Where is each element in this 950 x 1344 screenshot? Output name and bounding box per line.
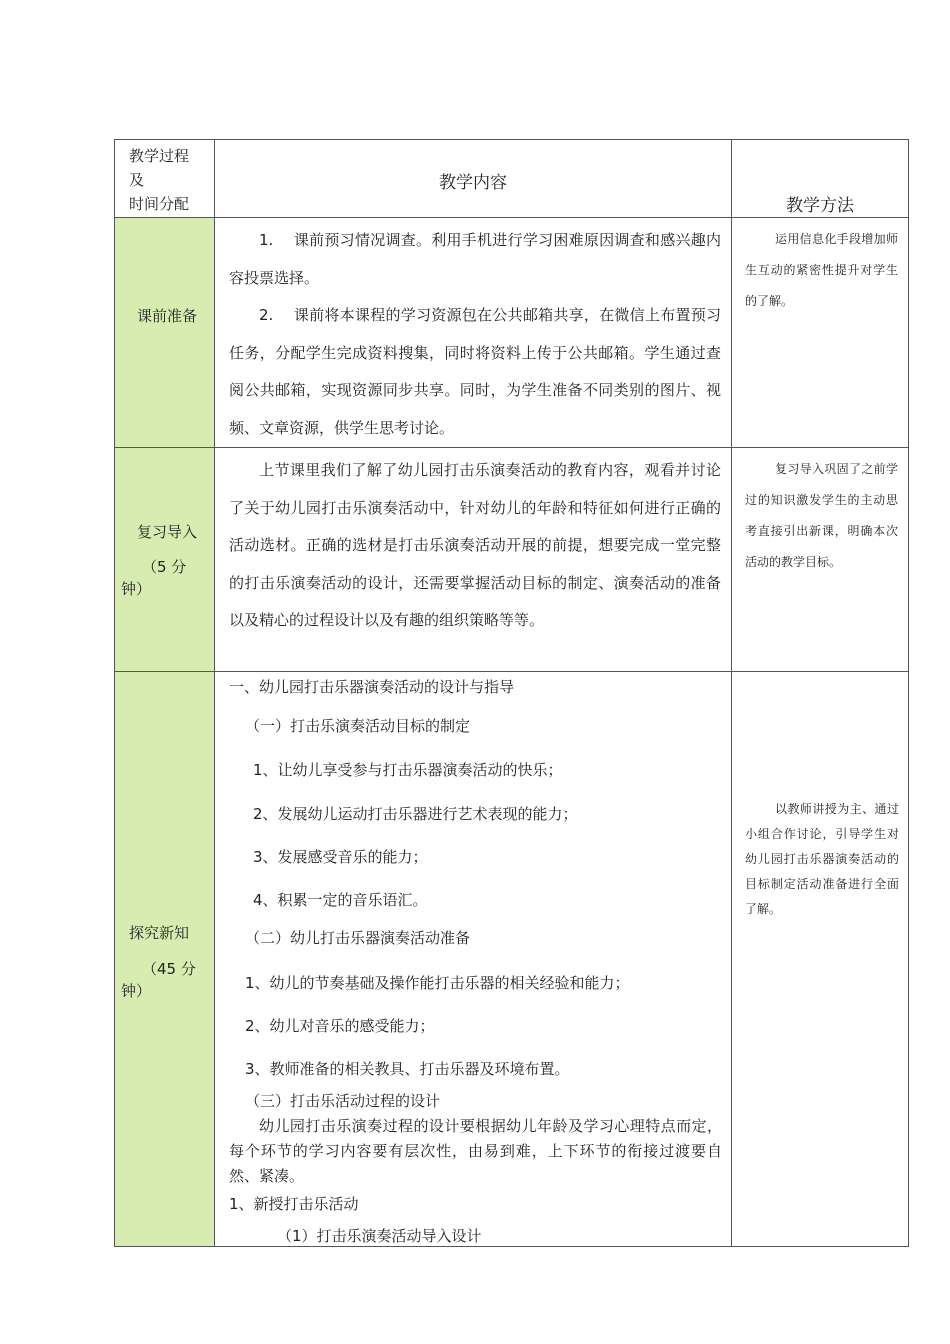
prep-item: 3、教师准备的相关教具、打击乐器及环境布置。	[245, 1060, 570, 1078]
review-time: （5 分钟）	[121, 558, 187, 598]
header-method-cell	[732, 140, 909, 218]
explore-method: 以教师讲授为主、通过小组合作讨论，引导学生对幼儿园打击乐器演奏活动的目标制定活动准备进行全面了解。	[745, 802, 899, 916]
goal-item: 1、让幼儿享受参与打击乐器演奏活动的快乐；	[253, 761, 563, 779]
prep-method: 运用信息化手段增加师生互动的紧密性提升对学生的了解。	[745, 232, 898, 308]
prep-phase-cell	[115, 218, 215, 448]
explore-row	[115, 672, 909, 1247]
prep-item: 1、幼儿的节奏基础及操作能打击乐器的相关经验和能力；	[245, 974, 630, 992]
explore-time: （45 分钟）	[121, 960, 196, 1000]
prep-item-1: 1. 课前预习情况调查。利用手机进行学习困难原因调查和感兴趣内容投票选择。	[229, 231, 721, 287]
explore-content-cell	[215, 672, 732, 1247]
explore-phase-cell	[115, 672, 215, 1247]
lesson-plan-table	[114, 139, 909, 1247]
review-content-cell	[215, 448, 732, 672]
explore-paragraph: 幼儿园打击乐演奏过程的设计要根据幼儿年龄及学习心理特点而定，每个环节的学习内容要有层次性，由易到难，上下环节的衔接过渡要自然、紧凑。	[229, 1117, 722, 1185]
review-method-cell	[732, 448, 909, 672]
review-method: 复习导入巩固了之前学过的知识激发学生的主动思考直接引出新课，明确本次活动的教学目标。	[745, 462, 898, 569]
explore-sub3: （三）打击乐活动过程的设计	[245, 1092, 441, 1110]
goal-item: 3、发展感受音乐的能力；	[253, 848, 428, 866]
prep-item-2: 2. 课前将本课程的学习资源包在公共邮箱共享，在微信上布置预习任务，分配学生完成资料搜集，同时将资料上传于公共邮箱。学生通过查阅公共邮箱，实现资源同步共享。同时，为学生准备不同类别的图片、视频、文章资源，供学生思考讨论。	[229, 306, 721, 437]
prep-item: 2、幼儿对音乐的感受能力；	[245, 1017, 435, 1035]
header-process-line2: 及	[129, 171, 145, 189]
header-method: 教学方法	[786, 196, 854, 216]
goal-item: 2、发展幼儿运动打击乐器进行艺术表现的能力；	[253, 805, 578, 823]
explore-item-1: 1、新授打击乐活动	[229, 1195, 359, 1213]
prep-row	[115, 218, 909, 448]
header-process-cell	[115, 140, 215, 218]
explore-sub2: （二）幼儿打击乐器演奏活动准备	[245, 929, 471, 947]
review-row	[115, 448, 909, 672]
prep-method-cell	[732, 218, 909, 448]
explore-phase: 探究新知	[129, 924, 190, 942]
header-process-line3: 时间分配	[129, 195, 190, 213]
prep-phase: 课前准备	[137, 307, 198, 325]
goal-item: 4、积累一定的音乐语汇。	[253, 891, 428, 909]
header-row	[115, 140, 909, 218]
explore-sub1: （一）打击乐演奏活动目标的制定	[245, 717, 471, 735]
header-content: 教学内容	[215, 140, 732, 218]
explore-item-1a: （1）打击乐演奏活动导入设计	[277, 1227, 482, 1245]
review-content: 上节课里我们了解了幼儿园打击乐演奏活动的教育内容，观看并讨论了关于幼儿园打击乐演奏活动中，针对幼儿的年龄和特征如何进行正确的活动选材。正确的选材是打击乐演奏活动开展的前提，想要完成一堂完整的打击乐演奏活动的设计，还需要掌握活动目标的制定、演奏活动的准备以及精心的过程设计以及有趣的组织策略等等。	[229, 461, 721, 629]
review-phase: 复习导入	[137, 523, 198, 541]
prep-content	[215, 218, 732, 448]
review-phase-cell	[115, 448, 215, 672]
header-process-line1: 教学过程	[129, 147, 190, 165]
explore-title: 一、幼儿园打击乐器演奏活动的设计与指导	[229, 678, 515, 696]
explore-method-cell	[732, 672, 909, 1247]
